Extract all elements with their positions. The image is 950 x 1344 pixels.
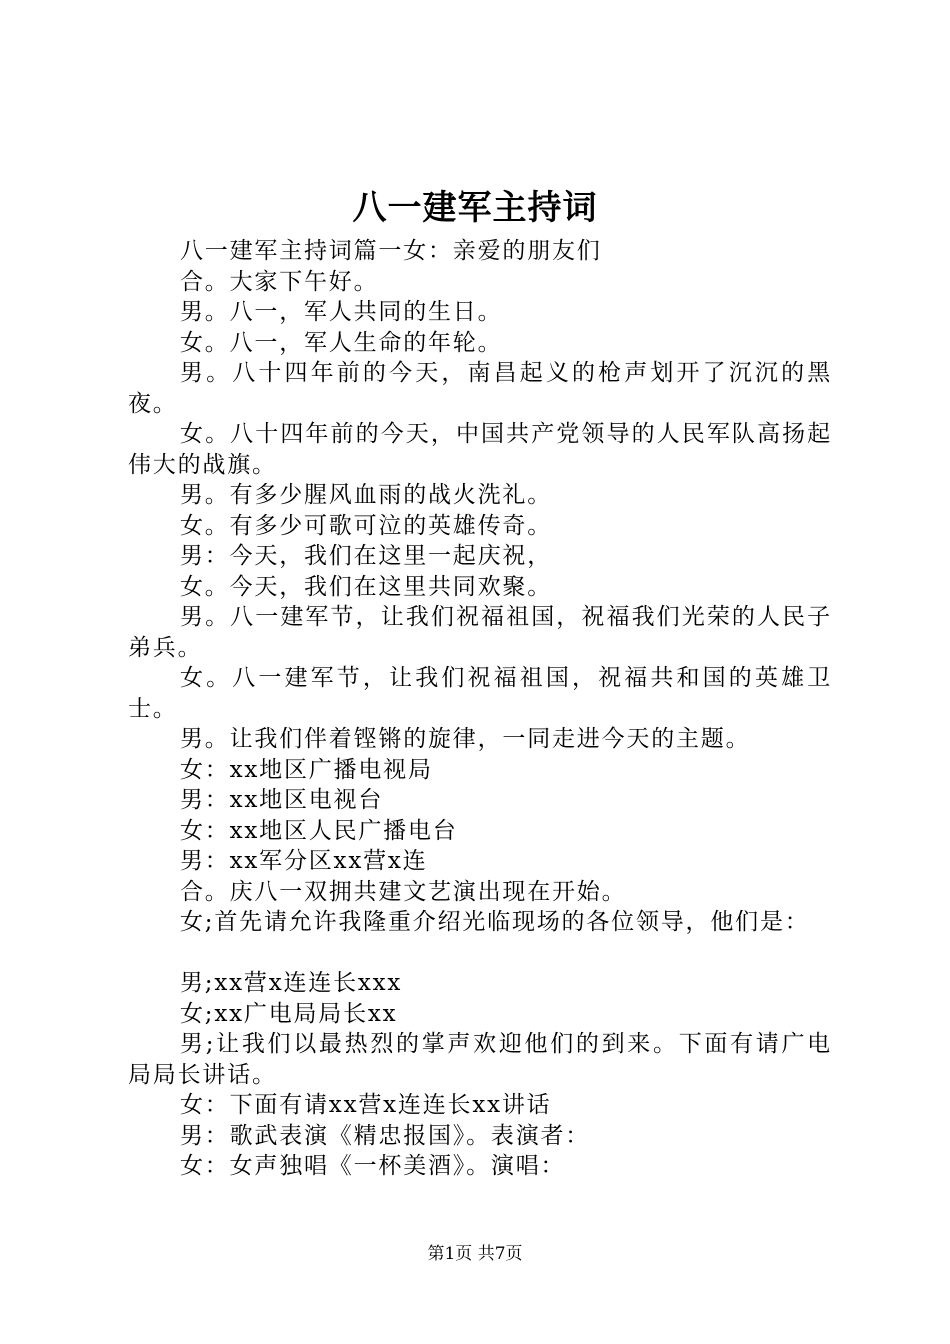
paragraph: 女：下面有请xx营x连连长xx讲话: [180, 1092, 552, 1118]
paragraph: 男;让我们以最热烈的掌声欢迎他们的到来。下面有请广电局局长讲话。: [128, 1031, 832, 1088]
paragraph: 女：xx地区人民广播电台: [180, 817, 458, 844]
paragraph: 女;xx广电局局长xx: [180, 1000, 398, 1027]
paragraph: 男。有多少腥风血雨的战火洗礼。: [180, 482, 552, 508]
paragraph: 合。大家下午好。: [180, 268, 379, 295]
paragraph: 男。八一，军人共同的生日。: [180, 299, 503, 325]
blank-line: [128, 938, 832, 969]
paragraph: 男。八十四年前的今天，南昌起义的枪声划开了沉沉的黑夜。: [128, 360, 832, 417]
paragraph: 女。有多少可歌可泣的英雄传奇。: [180, 512, 552, 539]
paragraph: 男：今天，我们在这里一起庆祝，: [180, 543, 552, 569]
paragraph: 男。八一建军节，让我们祝福祖国，祝福我们光荣的人民子弟兵。: [128, 604, 832, 661]
paragraph: 女;首先请允许我隆重介绍光临现场的各位领导，他们是：: [180, 909, 810, 935]
paragraph: 女：xx地区广播电视局: [180, 756, 433, 783]
paragraph: 男：xx地区电视台: [180, 787, 384, 813]
paragraph: 八一建军主持词篇一女：亲爱的朋友们: [180, 238, 602, 264]
page-number-footer: 第1页 共7页: [427, 1244, 523, 1264]
paragraph: 男。让我们伴着铿锵的旋律，一同走进今天的主题。: [180, 726, 751, 752]
paragraph: 女。八一，军人生命的年轮。: [180, 329, 503, 356]
paragraph: 女。今天，我们在这里共同欢聚。: [180, 573, 552, 600]
paragraph: 女：女声独唱《一杯美酒》。演唱：: [180, 1153, 566, 1179]
paragraph: 女。八一建军节，让我们祝福祖国，祝福共和国的英雄卫士。: [128, 665, 832, 722]
paragraph: 男;xx营x连连长xxx: [180, 970, 403, 996]
paragraph: 合。庆八一双拥共建文艺演出现在开始。: [180, 878, 627, 905]
paragraph: 女。八十四年前的今天，中国共产党领导的人民军队高扬起伟大的战旗。: [128, 421, 832, 478]
document-title: 八一建军主持词: [352, 188, 598, 228]
paragraph: 男：歌武表演《精忠报国》。表演者：: [180, 1122, 591, 1149]
paragraph: 男：xx军分区xx营x连: [180, 848, 428, 874]
document-body: [128, 236, 832, 1182]
